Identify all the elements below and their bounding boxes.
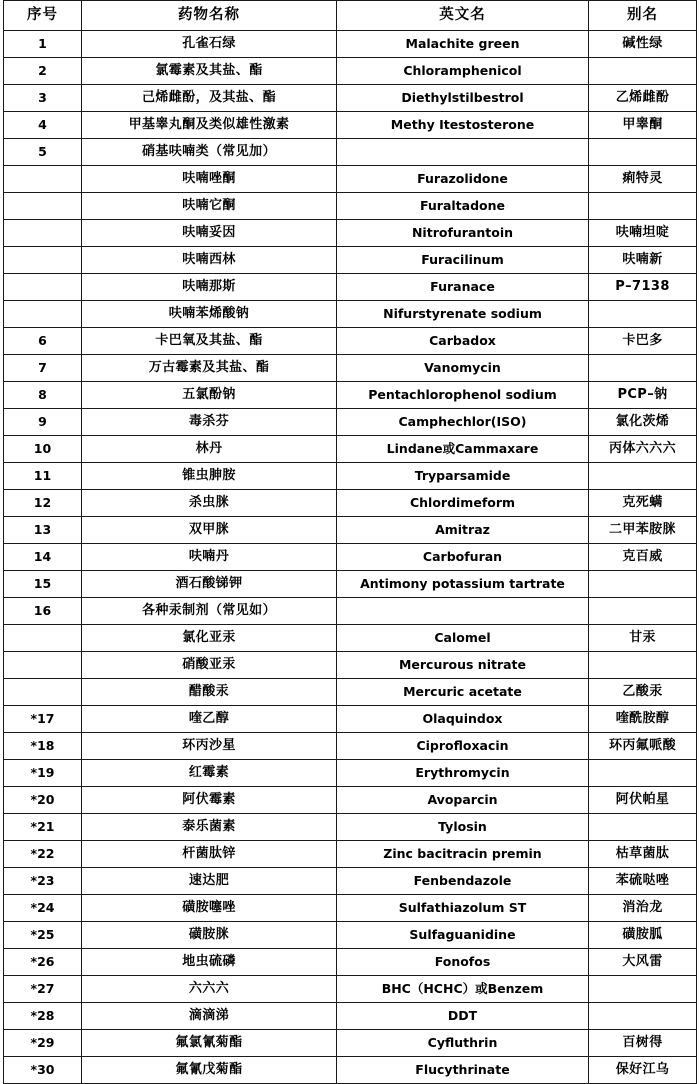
cell-cn: 双甲脒 [82, 517, 337, 544]
cell-alias [589, 139, 697, 166]
cell-alias: 枯草菌肽 [589, 841, 697, 868]
cell-en: Mercurous nitrate [337, 652, 589, 679]
cell-cn: 己烯雌酚，及其盐、酯 [82, 85, 337, 112]
cell-cn: 硝酸亚汞 [82, 652, 337, 679]
cell-no: *26 [4, 949, 82, 976]
cell-en: Tylosin [337, 814, 589, 841]
cell-cn: 滴滴涕 [82, 1003, 337, 1030]
cell-en [337, 139, 589, 166]
table-row [4, 625, 697, 652]
cell-en: Camphechlor(ISO) [337, 409, 589, 436]
table-row [4, 787, 697, 814]
cell-en: Chlordimeform [337, 490, 589, 517]
cell-en: Carbofuran [337, 544, 589, 571]
table-row [4, 760, 697, 787]
cell-no [4, 247, 82, 274]
cell-alias: 呋喃新 [589, 247, 697, 274]
cell-no [4, 220, 82, 247]
cell-no: 3 [4, 85, 82, 112]
cell-alias: 苯硫哒唑 [589, 868, 697, 895]
cell-alias: 喹酰胺醇 [589, 706, 697, 733]
cell-cn: 氯霉素及其盐、酯 [82, 58, 337, 85]
table-row [4, 328, 697, 355]
cell-en: Amitraz [337, 517, 589, 544]
table-row [4, 139, 697, 166]
cell-en: Zinc bacitracin premin [337, 841, 589, 868]
cell-en: BHC（HCHC）或Benzem [337, 976, 589, 1003]
cell-alias: 痢特灵 [589, 166, 697, 193]
cell-no: 14 [4, 544, 82, 571]
cell-cn: 地虫硫磷 [82, 949, 337, 976]
cell-en: DDT [337, 1003, 589, 1030]
cell-cn: 氯化亚汞 [82, 625, 337, 652]
cell-no [4, 193, 82, 220]
cell-alias [589, 463, 697, 490]
cell-no: *27 [4, 976, 82, 1003]
cell-cn: 喹乙醇 [82, 706, 337, 733]
table-row [4, 598, 697, 625]
table-row [4, 868, 697, 895]
table-row [4, 166, 697, 193]
cell-cn: 甲基睾丸酮及类似雄性激素 [82, 112, 337, 139]
cell-no: *20 [4, 787, 82, 814]
cell-en: Erythromycin [337, 760, 589, 787]
cell-no: 5 [4, 139, 82, 166]
banned-drug-table [3, 0, 697, 1084]
cell-no [4, 274, 82, 301]
cell-alias: 消治龙 [589, 895, 697, 922]
cell-alias [589, 355, 697, 382]
cell-cn: 氟氯氰菊酯 [82, 1030, 337, 1057]
cell-no [4, 166, 82, 193]
cell-en: Furanace [337, 274, 589, 301]
table-row [4, 193, 697, 220]
cell-alias [589, 598, 697, 625]
table-row [4, 274, 697, 301]
cell-no: 15 [4, 571, 82, 598]
table-row [4, 220, 697, 247]
table-body [4, 31, 697, 1084]
cell-cn: 林丹 [82, 436, 337, 463]
cell-alias: 环丙氟哌酸 [589, 733, 697, 760]
cell-no: 8 [4, 382, 82, 409]
cell-cn: 呋喃西林 [82, 247, 337, 274]
cell-alias: 磺胺胍 [589, 922, 697, 949]
column-header-alias: 别名 [589, 1, 697, 31]
table-row [4, 490, 697, 517]
cell-en: Avoparcin [337, 787, 589, 814]
cell-alias: 乙酸汞 [589, 679, 697, 706]
cell-en: Nitrofurantoin [337, 220, 589, 247]
cell-alias: 甲睾酮 [589, 112, 697, 139]
cell-alias: 碱性绿 [589, 31, 697, 58]
cell-en: Furacilinum [337, 247, 589, 274]
cell-cn: 杆菌肽锌 [82, 841, 337, 868]
cell-no: 9 [4, 409, 82, 436]
cell-cn: 呋喃苯烯酸钠 [82, 301, 337, 328]
cell-cn: 硝基呋喃类（常见加） [82, 139, 337, 166]
cell-en: Antimony potassium tartrate [337, 571, 589, 598]
cell-en: Mercuric acetate [337, 679, 589, 706]
table-row [4, 976, 697, 1003]
cell-alias: 呋喃坦啶 [589, 220, 697, 247]
cell-en: Lindane或Cammaxare [337, 436, 589, 463]
cell-no [4, 625, 82, 652]
table-row [4, 463, 697, 490]
cell-no: *19 [4, 760, 82, 787]
cell-no: *30 [4, 1057, 82, 1084]
table-row [4, 382, 697, 409]
table-row [4, 1030, 697, 1057]
table-row [4, 247, 697, 274]
table-row [4, 85, 697, 112]
table-row [4, 409, 697, 436]
table-row [4, 733, 697, 760]
cell-cn: 锥虫胂胺 [82, 463, 337, 490]
cell-no: *25 [4, 922, 82, 949]
cell-no: 6 [4, 328, 82, 355]
cell-en: Flucythrinate [337, 1057, 589, 1084]
cell-cn: 呋喃那斯 [82, 274, 337, 301]
cell-en: Methy Itestosterone [337, 112, 589, 139]
cell-en: Pentachlorophenol sodium [337, 382, 589, 409]
cell-cn: 酒石酸锑钾 [82, 571, 337, 598]
table-row [4, 517, 697, 544]
cell-en: Vanomycin [337, 355, 589, 382]
cell-cn: 磺胺脒 [82, 922, 337, 949]
cell-no [4, 301, 82, 328]
cell-en: Furaltadone [337, 193, 589, 220]
cell-alias: 甘汞 [589, 625, 697, 652]
cell-en: Calomel [337, 625, 589, 652]
cell-alias [589, 58, 697, 85]
cell-cn: 速达肥 [82, 868, 337, 895]
table-row [4, 895, 697, 922]
cell-cn: 六六六 [82, 976, 337, 1003]
cell-en: Sulfaguanidine [337, 922, 589, 949]
cell-en: Diethylstilbestrol [337, 85, 589, 112]
cell-cn: 五氯酚钠 [82, 382, 337, 409]
cell-alias: 大风雷 [589, 949, 697, 976]
cell-no: *17 [4, 706, 82, 733]
cell-cn: 泰乐菌素 [82, 814, 337, 841]
cell-alias: 氯化茨烯 [589, 409, 697, 436]
cell-en: Chloramphenicol [337, 58, 589, 85]
cell-alias [589, 1003, 697, 1030]
table-row [4, 1057, 697, 1084]
cell-cn: 呋喃它酮 [82, 193, 337, 220]
cell-alias: 保好江乌 [589, 1057, 697, 1084]
table-row [4, 949, 697, 976]
cell-cn: 氟氰戊菊酯 [82, 1057, 337, 1084]
cell-alias [589, 814, 697, 841]
cell-cn: 毒杀芬 [82, 409, 337, 436]
cell-cn: 阿伏霉素 [82, 787, 337, 814]
table-header [4, 1, 697, 31]
table-row [4, 841, 697, 868]
cell-cn: 各种汞制剂（常见如） [82, 598, 337, 625]
table-row [4, 679, 697, 706]
cell-no: *18 [4, 733, 82, 760]
cell-cn: 环丙沙星 [82, 733, 337, 760]
cell-no: 1 [4, 31, 82, 58]
table-row [4, 31, 697, 58]
cell-cn: 红霉素 [82, 760, 337, 787]
cell-alias: 乙烯雌酚 [589, 85, 697, 112]
cell-cn: 磺胺噻唑 [82, 895, 337, 922]
table-row [4, 1003, 697, 1030]
cell-no: 13 [4, 517, 82, 544]
cell-alias [589, 652, 697, 679]
cell-no: 12 [4, 490, 82, 517]
cell-en: Nifurstyrenate sodium [337, 301, 589, 328]
cell-en: Fonofos [337, 949, 589, 976]
table-row [4, 814, 697, 841]
cell-en: Fenbendazole [337, 868, 589, 895]
cell-cn: 杀虫脒 [82, 490, 337, 517]
table-header-row [4, 1, 697, 31]
table-row [4, 706, 697, 733]
cell-en: Sulfathiazolum ST [337, 895, 589, 922]
cell-no [4, 679, 82, 706]
cell-en: Carbadox [337, 328, 589, 355]
cell-cn: 呋喃妥因 [82, 220, 337, 247]
cell-no: *28 [4, 1003, 82, 1030]
cell-alias: P–7138 [589, 274, 697, 301]
table-row [4, 355, 697, 382]
cell-no [4, 652, 82, 679]
cell-no: *29 [4, 1030, 82, 1057]
table-row [4, 436, 697, 463]
column-header-en: 英文名 [337, 1, 589, 31]
cell-no: 10 [4, 436, 82, 463]
cell-no: 11 [4, 463, 82, 490]
column-header-no: 序号 [4, 1, 82, 31]
table-row [4, 922, 697, 949]
cell-en: Tryparsamide [337, 463, 589, 490]
cell-cn: 呋喃丹 [82, 544, 337, 571]
cell-alias: 克死螨 [589, 490, 697, 517]
cell-no: 7 [4, 355, 82, 382]
table-row [4, 652, 697, 679]
table-row [4, 571, 697, 598]
cell-alias: 丙体六六六 [589, 436, 697, 463]
cell-en: Malachite green [337, 31, 589, 58]
table-row [4, 112, 697, 139]
cell-cn: 万古霉素及其盐、酯 [82, 355, 337, 382]
column-header-cn: 药物名称 [82, 1, 337, 31]
cell-no: 2 [4, 58, 82, 85]
cell-alias [589, 571, 697, 598]
cell-no: 4 [4, 112, 82, 139]
cell-alias [589, 760, 697, 787]
table-row [4, 58, 697, 85]
cell-en: Olaquindox [337, 706, 589, 733]
cell-alias [589, 301, 697, 328]
table-row [4, 544, 697, 571]
cell-no: *21 [4, 814, 82, 841]
cell-alias [589, 193, 697, 220]
cell-no: 16 [4, 598, 82, 625]
cell-no: *22 [4, 841, 82, 868]
cell-cn: 呋喃唑酮 [82, 166, 337, 193]
cell-no: *24 [4, 895, 82, 922]
cell-alias: 阿伏帕星 [589, 787, 697, 814]
cell-en: Cyfluthrin [337, 1030, 589, 1057]
cell-cn: 孔雀石绿 [82, 31, 337, 58]
cell-en: Furazolidone [337, 166, 589, 193]
table-row [4, 301, 697, 328]
cell-cn: 醋酸汞 [82, 679, 337, 706]
cell-no: *23 [4, 868, 82, 895]
cell-alias: 卡巴多 [589, 328, 697, 355]
cell-cn: 卡巴氧及其盐、酯 [82, 328, 337, 355]
cell-alias: 百树得 [589, 1030, 697, 1057]
cell-alias: 克百威 [589, 544, 697, 571]
cell-alias: 二甲苯胺脒 [589, 517, 697, 544]
cell-alias [589, 976, 697, 1003]
cell-en: Ciprofloxacin [337, 733, 589, 760]
cell-alias: PCP–钠 [589, 382, 697, 409]
cell-en [337, 598, 589, 625]
